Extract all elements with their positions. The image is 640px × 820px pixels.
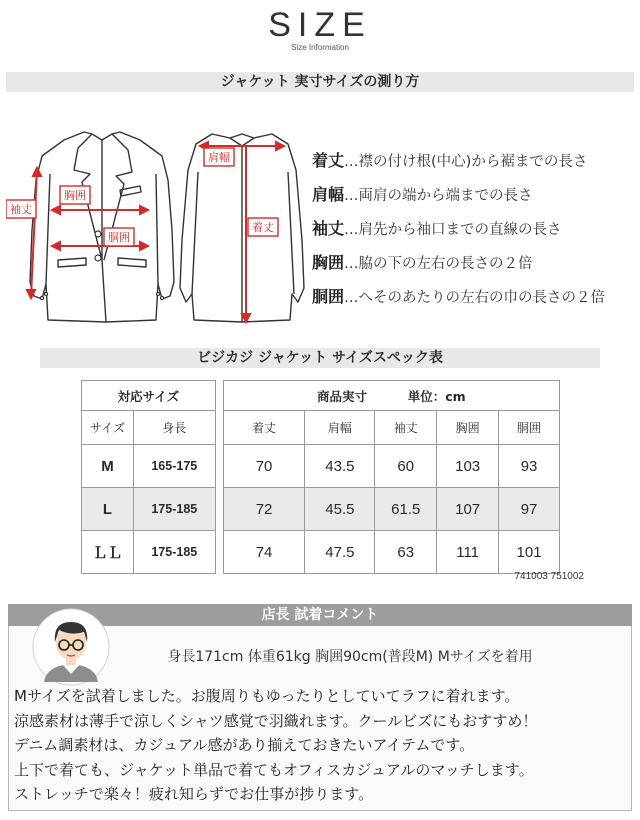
column-header-chest: 胸囲 xyxy=(437,411,499,445)
fit-header: 対応サイズ xyxy=(82,381,216,411)
definition-item xyxy=(312,150,638,184)
cell-waist: 101 xyxy=(499,531,560,574)
definition-term: 肩幅 xyxy=(312,185,345,204)
definition-item xyxy=(312,252,638,286)
definition-item xyxy=(312,286,638,320)
label-waist: 胴囲 xyxy=(108,231,130,244)
cell-waist: 93 xyxy=(499,445,560,488)
jacket-pocket-left xyxy=(58,258,86,267)
column-header-height: 身長 xyxy=(133,411,215,445)
cell-chest: 107 xyxy=(437,488,499,531)
definition-item xyxy=(312,218,638,252)
label-length: 着丈 xyxy=(252,221,274,234)
column-header-length: 着丈 xyxy=(223,411,305,445)
definition-term: 袖丈 xyxy=(312,219,345,238)
cell-height: 165-175 xyxy=(133,445,215,488)
page-title: SIZE xyxy=(268,6,372,44)
comment-line: ストレッチで楽々！疲れ知らずでお仕事が捗ります。 xyxy=(14,785,374,803)
cell-length: 70 xyxy=(223,445,305,488)
comment-text xyxy=(14,684,630,807)
cell-size: ＬＬ xyxy=(82,531,134,574)
definition-term: 胴囲 xyxy=(312,287,345,306)
jacket-back-collar xyxy=(230,138,254,146)
table-row xyxy=(82,531,560,574)
jacket-pocket-right xyxy=(118,258,146,267)
jacket-sleeve-seam-right xyxy=(156,174,158,284)
measure-header xyxy=(223,381,559,411)
cell-shoulder: 43.5 xyxy=(305,445,375,488)
staff-profile: 身長171cm 体重61kg 胸囲90cm(普段M) Mサイズを着用 xyxy=(167,649,533,665)
label-chest: 胸囲 xyxy=(64,189,86,202)
label-shoulder: 肩幅 xyxy=(208,151,230,164)
table-group-header xyxy=(82,381,560,411)
jacket-illustration xyxy=(6,110,306,340)
comment-line: 涼感素材は薄手で涼しくシャツ感覚で羽織れます。クールビズにもおすすめ！ xyxy=(14,711,538,730)
cell-shoulder: 47.5 xyxy=(305,531,375,574)
jacket-back-sleeve-right xyxy=(288,172,294,294)
comment-section-title: 店長 試着コメント xyxy=(8,604,632,626)
definition-desc: …へそのあたりの左右の巾の長さの２倍 xyxy=(344,290,606,306)
cell-chest: 111 xyxy=(437,531,499,574)
cell-waist: 97 xyxy=(499,488,560,531)
column-header-sleeve: 袖丈 xyxy=(375,411,437,445)
cell-chest: 103 xyxy=(437,445,499,488)
definition-desc: …脇の下の左右の長さの２倍 xyxy=(344,256,533,272)
cell-sleeve: 63 xyxy=(375,531,437,574)
cell-size: L xyxy=(82,488,134,531)
definition-term: 着丈 xyxy=(312,151,345,170)
cell-sleeve: 60 xyxy=(375,445,437,488)
measure-label-boxes xyxy=(6,148,278,246)
measure-lines xyxy=(27,142,284,322)
comment-line: デニム調素材は、カジュアル感があり揃えておきたいアイテムです。 xyxy=(14,736,475,754)
cell-sleeve: 61.5 xyxy=(375,488,437,531)
measure-header-label: 商品実寸 xyxy=(316,388,367,404)
definition-desc: …襟の付け根(中心)から裾までの長さ xyxy=(344,154,588,170)
cell-size: M xyxy=(82,445,134,488)
comment-line: 上下で着ても、ジャケット単品で着てもオフィスカジュアルのマッチします。 xyxy=(14,760,534,779)
cell-length: 74 xyxy=(223,531,305,574)
column-header-waist: 胴囲 xyxy=(499,411,560,445)
table-row xyxy=(82,488,560,531)
size-spec-table xyxy=(81,380,560,574)
spec-section-title: ビジカジ ジャケット サイズスペック表 xyxy=(40,348,600,368)
label-sleeve: 袖丈 xyxy=(10,203,32,216)
column-header-size: サイズ xyxy=(82,411,134,445)
cell-length: 72 xyxy=(223,488,305,531)
jacket-hem-split xyxy=(102,260,106,322)
definition-desc: …肩先から袖口までの直線の長さ xyxy=(344,222,562,238)
jacket-sleeve-seam-left xyxy=(46,174,50,284)
cell-shoulder: 45.5 xyxy=(305,488,375,531)
definition-item xyxy=(312,184,638,218)
table-row xyxy=(82,445,560,488)
measure-definitions xyxy=(312,150,638,320)
cell-height: 175-185 xyxy=(133,531,215,574)
table-column-header xyxy=(82,411,560,445)
definition-desc: …両肩の端から端までの長さ xyxy=(344,188,533,204)
unit-label: 単位：cm xyxy=(407,388,466,404)
cell-height: 175-185 xyxy=(133,488,215,531)
page-subtitle: Size Information xyxy=(291,43,349,52)
product-codes: 741003 751002 xyxy=(514,571,584,582)
column-header-shoulder: 肩幅 xyxy=(305,411,375,445)
jacket-back-sleeve-left xyxy=(192,172,198,294)
comment-line: Mサイズを試着しました。お腹周りもゆったりとしていてラフに着れます。 xyxy=(14,687,520,705)
measure-section-title: ジャケット 実寸サイズの測り方 xyxy=(6,72,634,92)
definition-term: 胸囲 xyxy=(312,253,345,272)
